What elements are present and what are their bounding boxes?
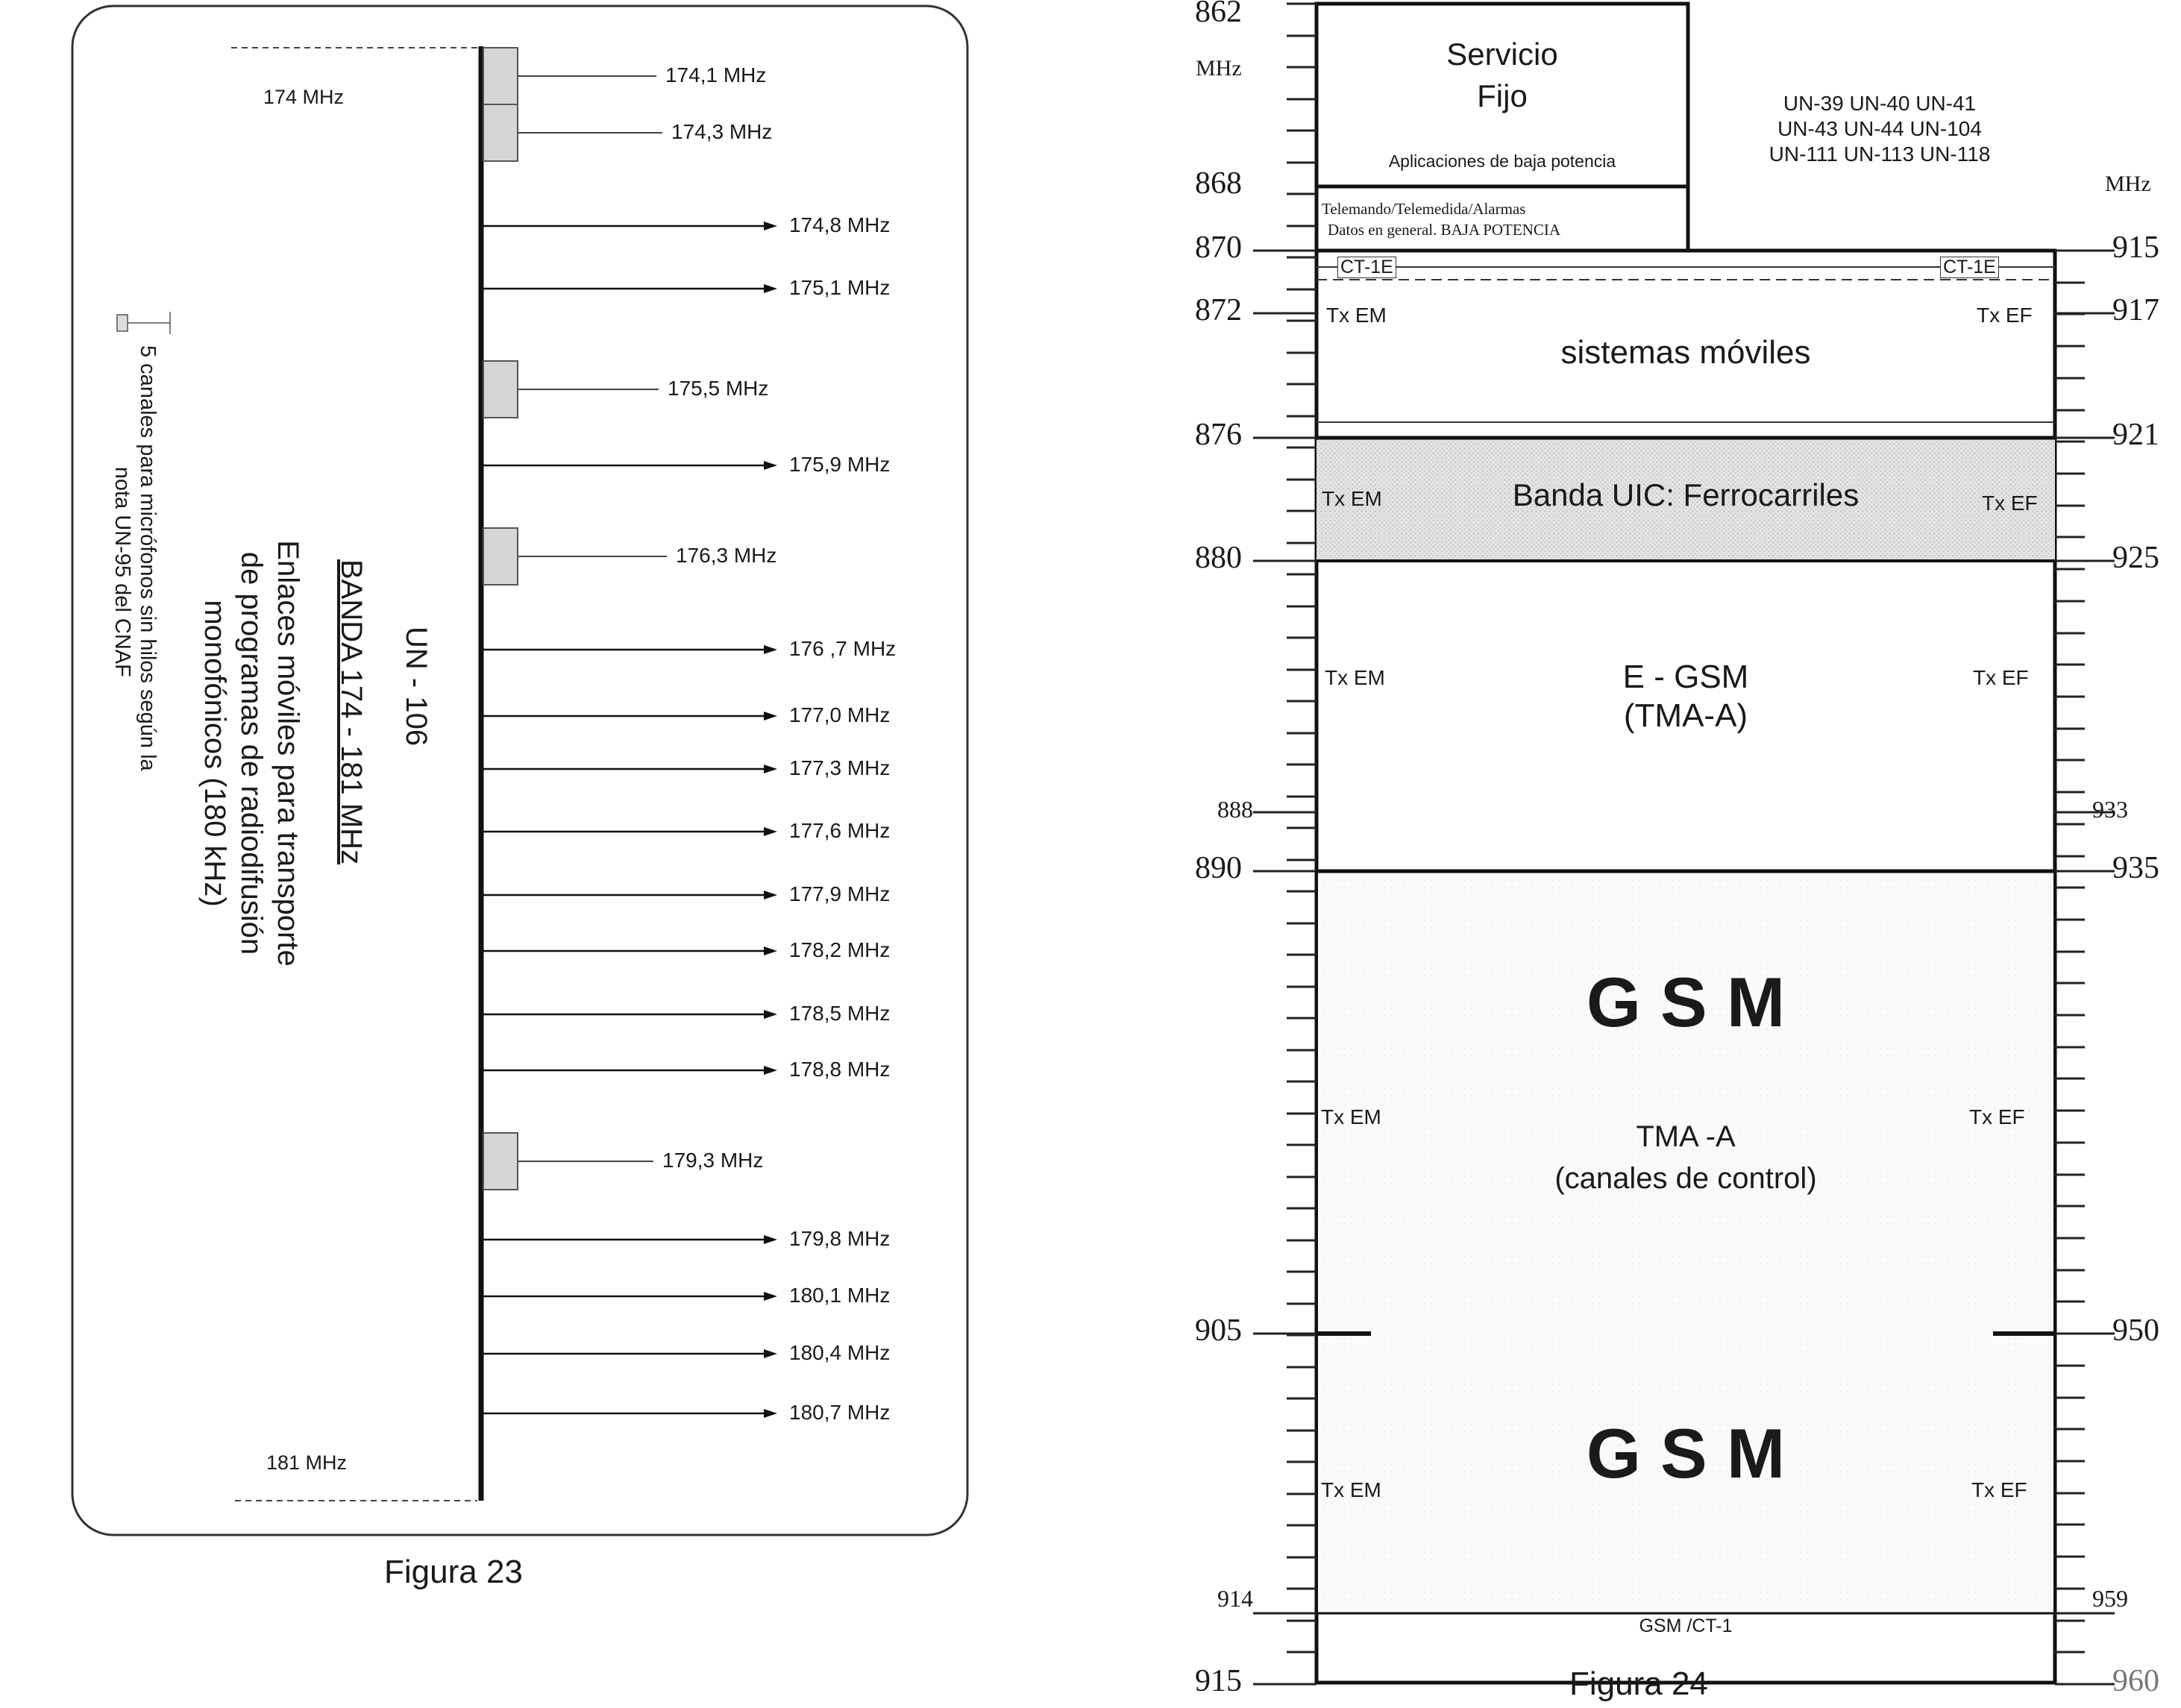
servicio-title-line-1: Servicio bbox=[1446, 37, 1558, 72]
left-tick-label: 876 bbox=[1195, 418, 1242, 452]
channel-frequency-label: 178,8 MHz bbox=[789, 1058, 891, 1081]
left-tick-label: 872 bbox=[1195, 293, 1242, 327]
right-tick-label: 935 bbox=[2112, 851, 2159, 885]
channel-frequency-label: 177,3 MHz bbox=[789, 756, 891, 779]
channel-frequency-label: 180,4 MHz bbox=[789, 1341, 891, 1364]
gsm-band-label-1: G S M bbox=[1586, 963, 1786, 1041]
left-tick-label: 914 bbox=[1217, 1585, 1253, 1612]
tx-em-label: Tx EM bbox=[1321, 1478, 1381, 1501]
channel-frequency-label: 179,3 MHz bbox=[662, 1149, 764, 1172]
servicio-title-line-2: Fijo bbox=[1477, 78, 1528, 113]
un-notes-line-1: UN-39 UN-40 UN-41 bbox=[1783, 92, 1977, 115]
sistemas-moviles-label: sistemas móviles bbox=[1560, 334, 1811, 371]
tx-em-label: Tx EM bbox=[1321, 1105, 1381, 1128]
tma-a-line-1: TMA -A bbox=[1636, 1120, 1736, 1153]
channel-frequency-label: 175,9 MHz bbox=[789, 453, 891, 476]
channel-frequency-label: 179,8 MHz bbox=[789, 1227, 891, 1250]
right-unit-label: MHz bbox=[2105, 172, 2151, 196]
un-notes bbox=[1723, 91, 2036, 167]
gsm-ct1-label: GSM /CT-1 bbox=[1639, 1616, 1733, 1636]
left-tick-label: 890 bbox=[1195, 851, 1242, 885]
ct1e-left-label: CT-1E bbox=[1337, 257, 1396, 278]
tx-em-label: Tx EM bbox=[1322, 487, 1382, 510]
right-tick-label: 917 bbox=[2112, 293, 2159, 327]
channel-frequency-label: 176,3 MHz bbox=[676, 544, 777, 567]
channel-frequency-label: 176 ,7 MHz bbox=[789, 637, 897, 660]
band-title: BANDA 174 - 181 MHz bbox=[335, 559, 368, 865]
un-notes-line-2: UN-43 UN-44 UN-104 bbox=[1777, 117, 1982, 140]
channel-frequency-label: 174,1 MHz bbox=[665, 63, 767, 87]
channel-frequency-label: 175,5 MHz bbox=[668, 377, 769, 400]
figure-23-caption: Figura 23 bbox=[384, 1554, 523, 1590]
channel-frequency-label: 175,1 MHz bbox=[789, 276, 891, 299]
left-tick-label: 915 bbox=[1195, 1664, 1242, 1698]
left-tick-label: 905 bbox=[1195, 1313, 1242, 1348]
telemando-text bbox=[1322, 198, 1560, 240]
channel-frequency-label: 180,1 MHz bbox=[789, 1284, 891, 1307]
description-line-2: de programas de radiodifusión bbox=[235, 551, 268, 955]
tx-ef-label: Tx EF bbox=[1973, 666, 2029, 689]
left-tick-label: 868 bbox=[1195, 166, 1242, 201]
egsm-line-1: E - GSM bbox=[1622, 659, 1749, 695]
channel-frequency-label: 174,3 MHz bbox=[671, 120, 773, 143]
tx-em-label: Tx EM bbox=[1326, 304, 1387, 327]
egsm-band-label bbox=[1317, 658, 2055, 735]
uic-band-label: Banda UIC: Ferrocarriles bbox=[1512, 477, 1860, 512]
servicio-fijo-subtitle: Aplicaciones de baja potencia bbox=[1388, 151, 1616, 171]
band-start-label: 174 MHz bbox=[263, 86, 345, 108]
channel-frequency-label: 180,7 MHz bbox=[789, 1401, 891, 1424]
left-tick-label: 888 bbox=[1217, 796, 1253, 823]
telemando-line-2: Datos en general. BAJA POTENCIA bbox=[1328, 221, 1561, 239]
channel-frequency-label: 177,0 MHz bbox=[789, 703, 891, 726]
un-106-label: UN - 106 bbox=[400, 627, 433, 747]
right-tick-label: 960 bbox=[2112, 1664, 2159, 1698]
right-tick-label: 959 bbox=[2092, 1585, 2128, 1612]
note-line-1: 5 canales para micrófonos sin hilos según la bbox=[136, 345, 160, 771]
channel-frequency-label: 177,6 MHz bbox=[789, 819, 891, 842]
right-tick-label: 915 bbox=[2112, 230, 2159, 265]
servicio-fijo-title bbox=[1317, 34, 1688, 117]
right-tick-label: 925 bbox=[2112, 541, 2159, 575]
channel-frequency-label: 177,9 MHz bbox=[789, 882, 891, 905]
description-line-3: monofónicos (180 kHz) bbox=[198, 600, 231, 907]
channel-frequency-label: 174,8 MHz bbox=[789, 213, 891, 236]
note-line-2: nota UN-95 del CNAF bbox=[110, 466, 134, 677]
tx-em-label: Tx EM bbox=[1325, 666, 1385, 689]
tx-ef-label: Tx EF bbox=[1971, 1478, 2027, 1501]
left-tick-label: 870 bbox=[1195, 230, 1242, 265]
channel-frequency-label: 178,2 MHz bbox=[789, 938, 891, 961]
un-notes-line-3: UN-111 UN-113 UN-118 bbox=[1769, 142, 1991, 166]
left-unit-label: MHz bbox=[1196, 56, 1242, 81]
left-tick-label: 862 bbox=[1195, 0, 1242, 29]
ct1e-right-label: CT-1E bbox=[1940, 257, 1999, 278]
figure-24-caption: Figura 24 bbox=[1569, 1665, 1708, 1702]
band-end-label: 181 MHz bbox=[266, 1451, 348, 1474]
tx-ef-label: Tx EF bbox=[1982, 492, 2038, 515]
telemando-line-1: Telemando/Telemedida/Alarmas bbox=[1322, 200, 1526, 218]
right-tick-label: 950 bbox=[2112, 1313, 2159, 1348]
left-tick-label: 880 bbox=[1195, 541, 1242, 575]
tx-ef-label: Tx EF bbox=[1969, 1105, 2025, 1128]
tma-a-control-label bbox=[1317, 1116, 2055, 1199]
right-tick-label: 921 bbox=[2112, 418, 2159, 452]
egsm-line-2: (TMA-A) bbox=[1623, 697, 1748, 734]
tma-a-line-2: (canales de control) bbox=[1554, 1162, 1817, 1195]
tx-ef-label: Tx EF bbox=[1977, 304, 2033, 327]
channel-frequency-label: 178,5 MHz bbox=[789, 1002, 891, 1025]
description-line-1: Enlaces móviles para transporte bbox=[272, 540, 304, 967]
gsm-band-label-2: G S M bbox=[1586, 1414, 1786, 1492]
right-tick-label: 933 bbox=[2092, 796, 2128, 823]
